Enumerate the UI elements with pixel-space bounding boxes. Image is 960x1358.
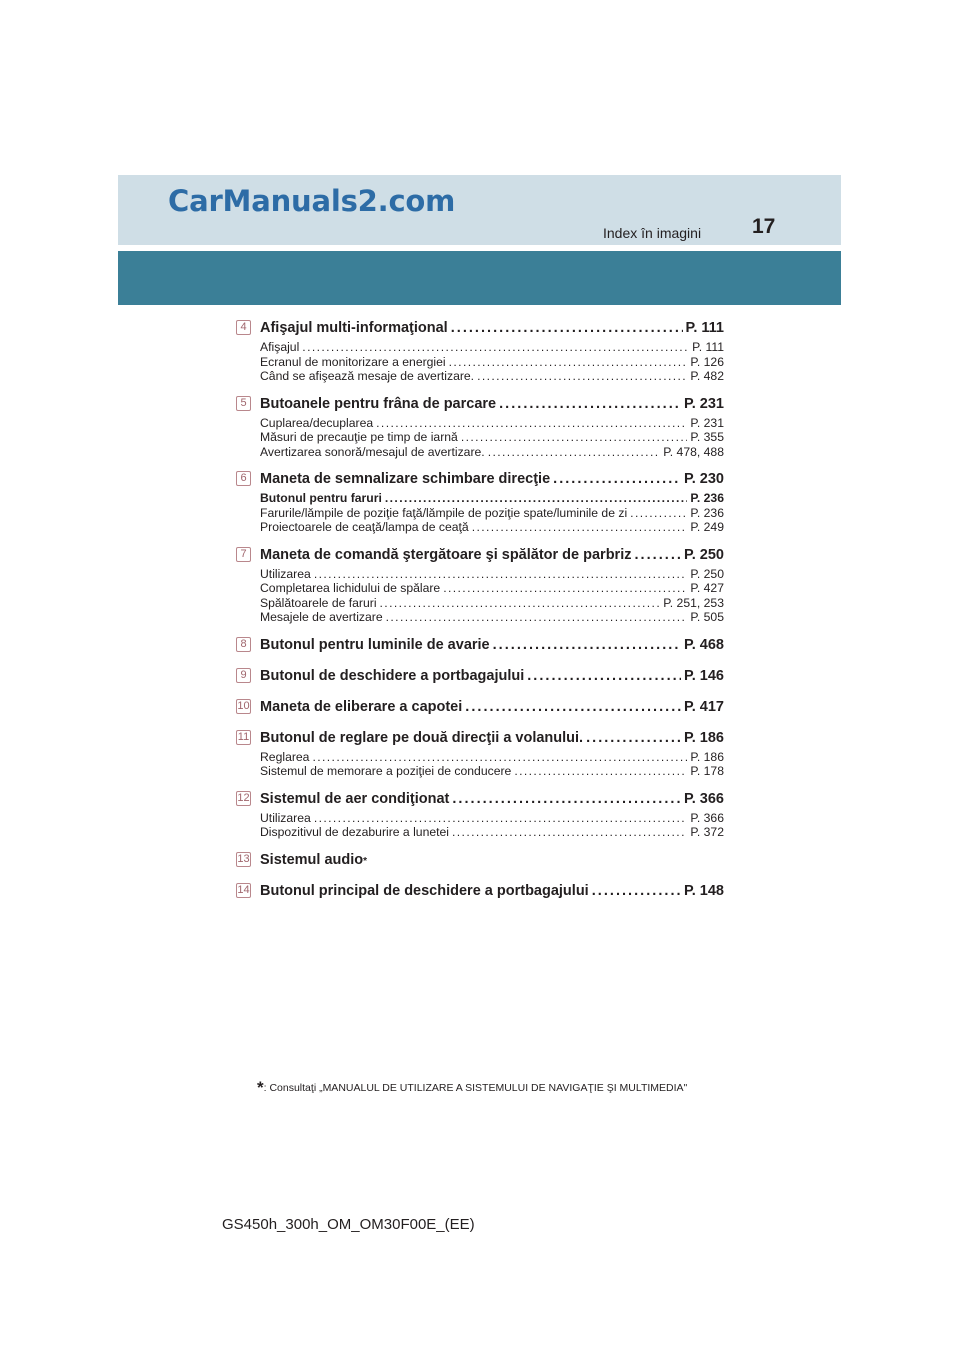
entry-heading-row[interactable] bbox=[236, 635, 724, 656]
entry-heading-row[interactable] bbox=[236, 469, 724, 490]
entry-title: Maneta de semnalizare schimbare direcţie bbox=[260, 471, 551, 487]
index-entry bbox=[236, 545, 724, 635]
dot-leader bbox=[312, 750, 687, 765]
index-entry bbox=[236, 850, 724, 881]
sub-entry-label: Măsuri de precauţie pe timp de iarnă bbox=[260, 430, 458, 444]
entry-heading-row[interactable] bbox=[236, 850, 724, 871]
dot-leader bbox=[449, 355, 688, 370]
callout-number: 12 bbox=[237, 791, 250, 804]
entry-title: Butonul principal de deschidere a portbagajului bbox=[260, 882, 589, 899]
entry-title: Butonul pentru luminile de avarie bbox=[260, 636, 490, 653]
page-reference[interactable]: P. 236 bbox=[690, 491, 724, 505]
page-reference[interactable]: P. 355 bbox=[690, 430, 724, 444]
sub-entry-label: Farurile/lămpile de poziţie faţă/lămpile de poziţie spate/luminile de zi bbox=[260, 505, 628, 520]
sub-entry[interactable] bbox=[260, 355, 724, 370]
page-reference[interactable]: P. 146 bbox=[683, 667, 724, 684]
sub-entry[interactable] bbox=[260, 491, 724, 506]
dot-leader bbox=[461, 430, 688, 445]
footnote-marker: * bbox=[363, 855, 368, 867]
sub-entry[interactable] bbox=[260, 750, 724, 765]
entry-heading-row[interactable] bbox=[236, 789, 724, 810]
page-reference[interactable]: P. 250 bbox=[690, 566, 724, 581]
index-entry bbox=[236, 666, 724, 697]
sub-entry[interactable] bbox=[260, 416, 724, 431]
page-reference[interactable]: P. 230 bbox=[683, 471, 724, 487]
dot-leader bbox=[314, 811, 688, 826]
sub-entry-label: Proiectoarele de ceaţă/lampa de ceaţă bbox=[260, 520, 469, 534]
dot-leader bbox=[314, 567, 688, 582]
dot-leader bbox=[477, 369, 687, 384]
sub-entry-label: Dispozitivul de dezaburire a lunetei bbox=[260, 825, 450, 839]
callout-number: 14 bbox=[237, 883, 250, 896]
dot-leader bbox=[443, 581, 687, 596]
entry-title: Butoanele pentru frâna de parcare bbox=[260, 395, 497, 412]
index-entry bbox=[236, 728, 724, 789]
dot-leader bbox=[452, 825, 687, 840]
entry-heading-row[interactable] bbox=[236, 666, 724, 687]
dot-leader bbox=[386, 610, 688, 625]
entry-title: Maneta de eliberare a capotei bbox=[260, 698, 463, 715]
dot-leader bbox=[553, 469, 681, 489]
logo[interactable]: CarManuals2.com bbox=[168, 184, 456, 218]
sub-entry-label: Afişajul bbox=[260, 340, 300, 354]
sub-entry[interactable] bbox=[260, 825, 724, 840]
callout-number: 11 bbox=[237, 730, 250, 743]
page-reference[interactable]: P. 372 bbox=[690, 825, 724, 839]
dot-leader bbox=[380, 596, 661, 611]
dot-leader bbox=[451, 318, 683, 338]
callout-number: 13 bbox=[237, 852, 250, 865]
sub-entry-label: Reglarea bbox=[260, 749, 310, 764]
page-reference[interactable]: P. 251, 253 bbox=[663, 595, 724, 610]
sub-entry-label: Avertizarea sonoră/mesajul de avertizare. bbox=[260, 444, 485, 459]
callout-number: 4 bbox=[236, 320, 251, 335]
sub-entry-label: Mesajele de avertizare bbox=[260, 610, 383, 624]
dot-leader bbox=[514, 764, 687, 779]
entry-heading-row[interactable] bbox=[236, 728, 724, 749]
page-reference[interactable]: P. 148 bbox=[683, 882, 724, 899]
entry-title: Maneta de comandă ştergătoare şi spălător de parbriz bbox=[260, 546, 632, 563]
dot-leader bbox=[452, 789, 681, 809]
page-reference[interactable]: P. 427 bbox=[690, 581, 724, 595]
callout-number: 9 bbox=[236, 668, 251, 683]
section-title: Index în imagini bbox=[603, 225, 702, 241]
dot-leader bbox=[385, 491, 687, 506]
chapter-band bbox=[118, 251, 841, 305]
index-entry bbox=[236, 318, 724, 394]
dot-leader bbox=[493, 635, 681, 655]
entry-heading-row[interactable] bbox=[236, 318, 724, 339]
index-entry bbox=[236, 469, 724, 545]
sub-entry[interactable] bbox=[260, 567, 724, 582]
entry-heading-row[interactable] bbox=[236, 545, 724, 566]
dot-leader bbox=[586, 728, 681, 748]
entry-title: Sistemul de aer condiţionat bbox=[260, 790, 450, 807]
dot-leader bbox=[472, 520, 688, 535]
entry-heading-row[interactable] bbox=[236, 394, 724, 415]
sub-entry[interactable] bbox=[260, 340, 724, 355]
dot-leader bbox=[630, 506, 687, 521]
page-reference[interactable]: P. 231 bbox=[683, 395, 724, 412]
callout-number: 7 bbox=[236, 547, 251, 562]
sub-entry[interactable] bbox=[260, 596, 724, 611]
index-entries bbox=[236, 318, 724, 912]
callout-number: 5 bbox=[236, 396, 251, 411]
page-reference[interactable]: P. 186 bbox=[683, 729, 724, 746]
page-reference[interactable]: P. 478, 488 bbox=[663, 444, 724, 459]
page-reference[interactable]: P. 236 bbox=[690, 505, 724, 520]
index-entry bbox=[236, 697, 724, 728]
sub-entry[interactable] bbox=[260, 369, 724, 384]
manual-code: GS450h_300h_OM_OM30F00E_(EE) bbox=[222, 1216, 475, 1233]
dot-leader bbox=[465, 697, 681, 717]
entry-title: Butonul de deschidere a portbagajului bbox=[260, 667, 525, 684]
sub-entry-label: Completarea lichidului de spălare bbox=[260, 581, 441, 595]
page-reference[interactable]: P. 126 bbox=[690, 354, 724, 369]
callout-number: 8 bbox=[236, 637, 251, 652]
sub-entry-label: Sistemul de memorare a poziţiei de conducere bbox=[260, 764, 512, 778]
sub-entry-label: Butonul pentru faruri bbox=[260, 491, 382, 505]
page-reference[interactable]: P. 250 bbox=[683, 546, 724, 563]
sub-entry-label: Când se afişează mesaje de avertizare. bbox=[260, 369, 475, 383]
page-reference[interactable]: P. 468 bbox=[683, 636, 724, 653]
sub-entry[interactable] bbox=[260, 506, 724, 521]
sub-entry[interactable] bbox=[260, 520, 724, 535]
dot-leader bbox=[499, 394, 681, 414]
dot-leader bbox=[488, 445, 661, 460]
sub-entry[interactable] bbox=[260, 445, 724, 460]
entry-heading-row[interactable] bbox=[236, 697, 724, 718]
page-reference[interactable]: P. 366 bbox=[690, 810, 724, 825]
sub-entry-label: Cuplarea/decuplarea bbox=[260, 415, 374, 430]
sub-entry-label: Utilizarea bbox=[260, 810, 311, 825]
page-reference[interactable]: P. 366 bbox=[683, 790, 724, 807]
entry-heading-row[interactable] bbox=[236, 881, 724, 902]
page-reference[interactable]: P. 482 bbox=[690, 369, 724, 383]
page-reference[interactable]: P. 111 bbox=[692, 340, 724, 354]
page-number: 17 bbox=[752, 215, 776, 238]
sub-entry[interactable] bbox=[260, 811, 724, 826]
dot-leader bbox=[527, 666, 681, 686]
index-entry bbox=[236, 881, 724, 912]
dot-leader bbox=[302, 340, 689, 355]
page-reference[interactable]: P. 111 bbox=[685, 320, 724, 336]
sub-entry[interactable] bbox=[260, 764, 724, 779]
dot-leader bbox=[376, 416, 687, 431]
page-reference[interactable]: P. 178 bbox=[690, 764, 724, 778]
entry-title: Sistemul audio bbox=[260, 851, 364, 868]
sub-entry[interactable] bbox=[260, 430, 724, 445]
callout-number: 10 bbox=[237, 699, 250, 712]
entry-title: Afişajul multi-informaţional bbox=[260, 320, 448, 336]
footnote bbox=[257, 1078, 687, 1098]
index-entry bbox=[236, 394, 724, 470]
index-entry bbox=[236, 635, 724, 666]
footnote-text: : Consultaţi „MANUALUL DE UTILIZARE A SISTEMULUI DE NAVIGAŢIE ŞI MULTIMEDIA" bbox=[263, 1082, 688, 1094]
index-entry bbox=[236, 789, 724, 850]
dot-leader bbox=[592, 881, 681, 901]
page-reference[interactable]: P. 417 bbox=[683, 698, 724, 715]
sub-entry[interactable] bbox=[260, 610, 724, 625]
entry-title: Butonul de reglare pe două direcţii a volanului. bbox=[260, 729, 584, 746]
page-reference[interactable]: P. 231 bbox=[690, 415, 724, 430]
page-reference[interactable]: P. 186 bbox=[690, 749, 724, 764]
sub-entry-label: Ecranul de monitorizare a energiei bbox=[260, 354, 446, 369]
callout-number: 6 bbox=[236, 471, 251, 486]
sub-entry-label: Spălătoarele de faruri bbox=[260, 595, 377, 610]
page-reference[interactable]: P. 505 bbox=[690, 610, 724, 624]
sub-entry-label: Utilizarea bbox=[260, 566, 311, 581]
page-reference[interactable]: P. 249 bbox=[690, 520, 724, 534]
sub-entry[interactable] bbox=[260, 581, 724, 596]
dot-leader bbox=[634, 545, 680, 565]
footnote-marker: * bbox=[257, 1078, 264, 1097]
